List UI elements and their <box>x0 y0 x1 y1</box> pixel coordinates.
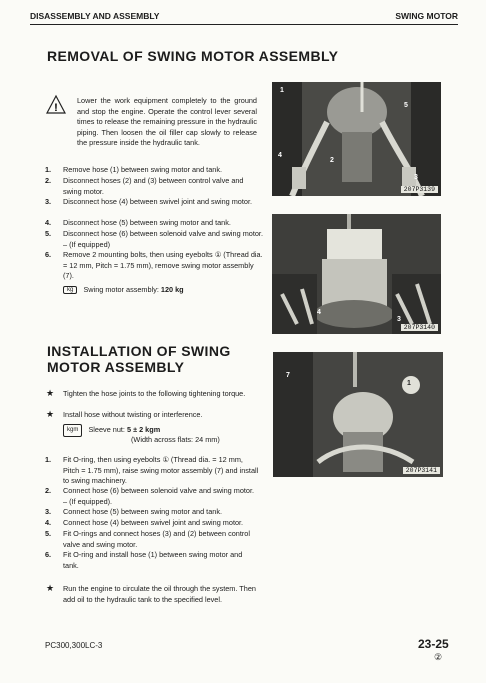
install-step-num: 4. <box>45 518 52 527</box>
note-bullet: ★ <box>46 388 55 398</box>
removal-step: Disconnect hoses (2) and (3) between control valve and swing motor. <box>63 176 244 196</box>
photo-code: 207P3140 <box>401 324 438 331</box>
weight-icon: kg <box>63 286 77 294</box>
model-number: PC300,300LC-3 <box>45 641 103 650</box>
callout: 4 <box>317 309 321 316</box>
page-header <box>30 8 458 25</box>
photo-hoses <box>272 82 441 196</box>
revision-mark: ② <box>434 652 443 662</box>
removal-step-num: 1. <box>45 165 52 174</box>
warning-icon <box>45 94 67 116</box>
removal-step: Remove 2 mounting bolts, then using eyebolts ① (Thread dia. = 12 mm, Pitch = 1.75 mm), remove swing motor assembly (7). <box>63 250 263 281</box>
photo-motor-lift <box>272 214 441 334</box>
callout: 4 <box>278 152 282 159</box>
weight-label: Swing motor assembly: <box>83 285 159 294</box>
note-bullet: ★ <box>46 409 55 419</box>
callout: 1 <box>407 380 411 387</box>
svg-text:!: ! <box>54 102 58 114</box>
removal-step: Disconnect hose (5) between swing motor and tank. <box>63 218 231 227</box>
install-step-num: 3. <box>45 507 52 516</box>
callout: 5 <box>404 102 408 109</box>
torque-sub: (Width across flats: 24 mm) <box>131 435 220 444</box>
note-bullet: ★ <box>46 583 55 593</box>
removal-step-num: 2. <box>45 176 52 185</box>
final-note: Run the engine to circulate the oil through the system. Then add oil to the hydraulic tank to the specified level. <box>63 584 256 604</box>
callout: 3 <box>414 174 418 181</box>
install-note: Tighten the hose joints to the following tightening torque. <box>63 389 246 398</box>
callout: 2 <box>330 157 334 164</box>
removal-step-num: 3. <box>45 197 52 206</box>
install-step-num: 6. <box>45 550 52 559</box>
install-step: Connect hose (6) between solenoid valve and swing motor. – (If equipped). <box>63 486 255 506</box>
warning-text: Lower the work equipment completely to the ground and stop the engine. Operate the control lever several times to release the remaining pressure in the hydraulic piping. Then loosen the oil filler cap slowly to release the pressure inside the hydraulic tank. <box>77 96 257 148</box>
torque-wrench-icon: kgm <box>63 424 82 437</box>
torque-value: 5 ± 2 kgm <box>126 425 161 435</box>
install-step: Fit O-rings and connect hoses (3) and (2) between control valve and swing motor. <box>63 529 250 549</box>
removal-heading: REMOVAL OF SWING MOTOR ASSEMBLY <box>47 48 339 64</box>
component-title: SWING MOTOR <box>395 11 458 21</box>
callout: 7 <box>286 372 290 379</box>
photo-eyebolt <box>273 352 443 477</box>
install-step-num: 5. <box>45 529 52 538</box>
install-step: Connect hose (4) between swivel joint and swing motor. <box>63 518 244 527</box>
install-note: Install hose without twisting or interference. <box>63 410 203 419</box>
install-step-num: 2. <box>45 486 52 495</box>
installation-heading-1: INSTALLATION OF SWING <box>47 343 231 359</box>
install-step-num: 1. <box>45 455 52 464</box>
page-number: 23-25 <box>418 637 449 651</box>
removal-step-num: 6. <box>45 250 52 259</box>
removal-step-num: 4. <box>45 218 52 227</box>
removal-step: Disconnect hose (6) between solenoid valve and swing motor. – (If equipped) <box>63 229 263 249</box>
installation-heading-2: MOTOR ASSEMBLY <box>47 359 185 375</box>
removal-step: Disconnect hose (4) between swivel joint and swing motor. <box>63 197 253 206</box>
install-step: Connect hose (5) between swing motor and tank. <box>63 507 222 516</box>
photo-code: 207P3141 <box>403 467 440 474</box>
install-step: Fit O-ring and install hose (1) between swing motor and tank. <box>63 550 243 570</box>
photo-code: 207P3139 <box>401 186 438 193</box>
install-step: Fit O-ring, then using eyebolts ① (Thread dia. = 12 mm, Pitch = 1.75 mm), raise swing motor assembly (7) and install to swing machinery. <box>63 455 259 486</box>
torque-label: Sleeve nut: <box>88 425 125 435</box>
callout: 3 <box>397 316 401 323</box>
section-title: DISASSEMBLY AND ASSEMBLY <box>30 11 160 21</box>
callout: 1 <box>280 87 284 94</box>
weight-row <box>63 285 184 294</box>
removal-step: Remove hose (1) between swing motor and tank. <box>63 165 222 174</box>
weight-value: 120 kg <box>160 285 184 294</box>
removal-step-num: 5. <box>45 229 52 238</box>
